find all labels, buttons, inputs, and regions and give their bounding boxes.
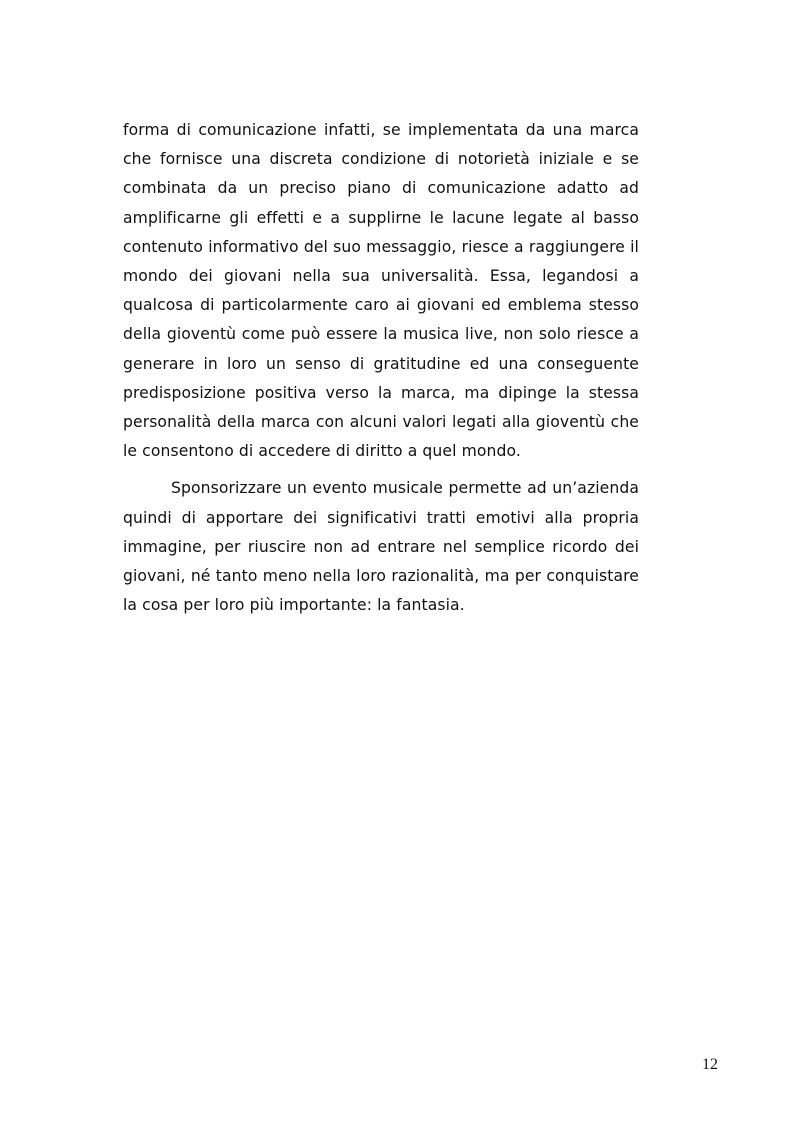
body-text: [123, 116, 639, 620]
page-number: 12: [702, 1056, 718, 1073]
paragraph-2: Sponsorizzare un evento musicale permette ad un’azienda quindi di apportare dei significativi tratti emotivi alla propria immagine, per riuscire non ad entrare nel semplice ricordo dei giovani, né tanto meno nella loro razionalità, ma per conquistare la cosa per loro più importante: la fantasia.: [123, 479, 639, 615]
paragraph-1: forma di comunicazione infatti, se implementata da una marca che fornisce una discreta condizione di notorietà iniziale e se combinata da un preciso piano di comunicazione adatto ad amplificarne gli effetti e a supplirne le lacune legate al basso contenuto informativo del suo messaggio, riesce a raggiungere il mondo dei giovani nella sua universalità. Essa, legandosi a qualcosa di particolarmente caro ai giovani ed emblema stesso della gioventù come può essere la musica live, non solo riesce a generare in loro un senso di gratitudine ed una conseguente predisposizione positiva verso la marca, ma dipinge la stessa personalità della marca con alcuni valori legati alla gioventù che le consentono di accedere di diritto a quel mondo.: [123, 121, 639, 461]
